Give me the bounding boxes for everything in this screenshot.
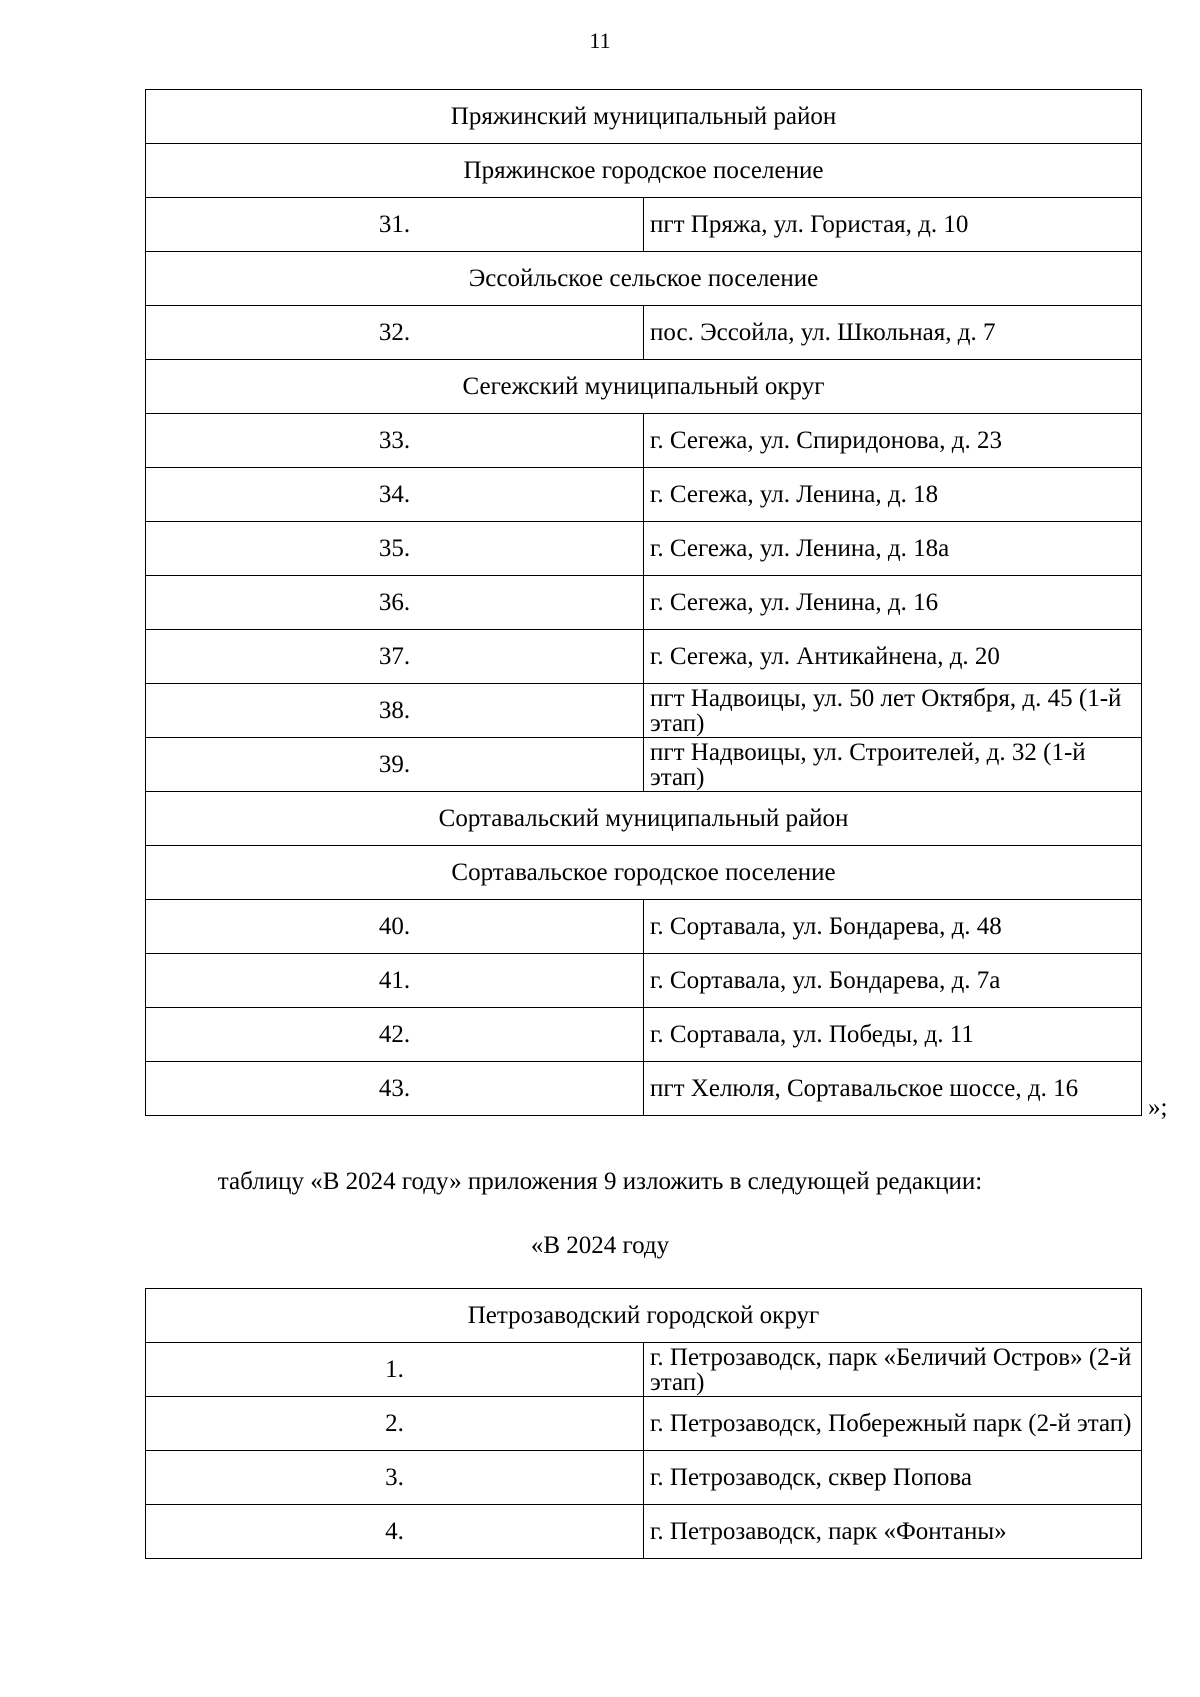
row-address: г. Петрозаводск, парк «Беличий Остров» (2-й этап): [644, 1343, 1142, 1397]
table-row: [146, 630, 1142, 684]
row-number: 3.: [146, 1451, 644, 1505]
row-number: 39.: [146, 738, 644, 792]
table-row: [146, 306, 1142, 360]
section-header-row: [146, 1289, 1142, 1343]
row-address: г. Сортавала, ул. Победы, д. 11: [644, 1008, 1142, 1062]
row-address: г. Петрозаводск, Побережный парк (2-й этап): [644, 1397, 1142, 1451]
section-header-row: [146, 792, 1142, 846]
section-header: Эссойльское сельское поселение: [146, 252, 1142, 306]
table-row: [146, 576, 1142, 630]
table-row: [146, 414, 1142, 468]
row-number: 37.: [146, 630, 644, 684]
section-header-row: [146, 90, 1142, 144]
row-number: 43.: [146, 1062, 644, 1116]
closing-quote-mark: »;: [1148, 1094, 1168, 1121]
row-address: г. Сегежа, ул. Антикайнена, д. 20: [644, 630, 1142, 684]
table-row: [146, 1343, 1142, 1397]
table-row: [146, 954, 1142, 1008]
table-row: [146, 1008, 1142, 1062]
section-header: Сортавальский муниципальный район: [146, 792, 1142, 846]
table-row: [146, 1397, 1142, 1451]
row-address: пгт Надвоицы, ул. 50 лет Октября, д. 45 (1-й этап): [644, 684, 1142, 738]
row-number: 38.: [146, 684, 644, 738]
row-number: 40.: [146, 900, 644, 954]
section-header-row: [146, 846, 1142, 900]
table-row: [146, 1505, 1142, 1559]
row-number: 4.: [146, 1505, 644, 1559]
section-header: Петрозаводский городской округ: [146, 1289, 1142, 1343]
row-address: г. Сортавала, ул. Бондарева, д. 7а: [644, 954, 1142, 1008]
row-number: 34.: [146, 468, 644, 522]
row-number: 35.: [146, 522, 644, 576]
table-row: [146, 1451, 1142, 1505]
row-number: 1.: [146, 1343, 644, 1397]
section-header: Пряжинское городское поселение: [146, 144, 1142, 198]
row-address: г. Петрозаводск, парк «Фонтаны»: [644, 1505, 1142, 1559]
table-row: [146, 1062, 1142, 1116]
table-row: [146, 684, 1142, 738]
row-number: 41.: [146, 954, 644, 1008]
row-address: г. Сортавала, ул. Бондарева, д. 48: [644, 900, 1142, 954]
section-header-row: [146, 252, 1142, 306]
instruction-paragraph: таблицу «В 2024 году» приложения 9 изложить в следующей редакции:: [217, 1168, 983, 1195]
row-number: 31.: [146, 198, 644, 252]
row-address: г. Сегежа, ул. Ленина, д. 18а: [644, 522, 1142, 576]
row-number: 33.: [146, 414, 644, 468]
section-header: Сортавальское городское поселение: [146, 846, 1142, 900]
row-address: пгт Надвоицы, ул. Строителей, д. 32 (1-й этап): [644, 738, 1142, 792]
table-row: [146, 468, 1142, 522]
row-address: пгт Хелюля, Сортавальское шоссе, д. 16: [644, 1062, 1142, 1116]
row-number: 36.: [146, 576, 644, 630]
section-header-row: [146, 360, 1142, 414]
row-number: 42.: [146, 1008, 644, 1062]
row-address: г. Сегежа, ул. Ленина, д. 18: [644, 468, 1142, 522]
table-row: [146, 900, 1142, 954]
address-table-2024: [145, 1288, 1142, 1559]
row-address: г. Сегежа, ул. Ленина, д. 16: [644, 576, 1142, 630]
row-address: г. Сегежа, ул. Спиридонова, д. 23: [644, 414, 1142, 468]
row-address: пос. Эссойла, ул. Школьная, д. 7: [644, 306, 1142, 360]
section-header-row: [146, 144, 1142, 198]
row-number: 2.: [146, 1397, 644, 1451]
row-address: пгт Пряжа, ул. Гористая, д. 10: [644, 198, 1142, 252]
address-table-previous: [145, 89, 1142, 1116]
section-header: Сегежский муниципальный округ: [146, 360, 1142, 414]
table-row: [146, 738, 1142, 792]
section-header: Пряжинский муниципальный район: [146, 90, 1142, 144]
row-address: г. Петрозаводск, сквер Попова: [644, 1451, 1142, 1505]
table-row: [146, 198, 1142, 252]
row-number: 32.: [146, 306, 644, 360]
page-number: 11: [589, 28, 611, 53]
new-table-heading: «В 2024 году: [530, 1232, 670, 1259]
table-row: [146, 522, 1142, 576]
